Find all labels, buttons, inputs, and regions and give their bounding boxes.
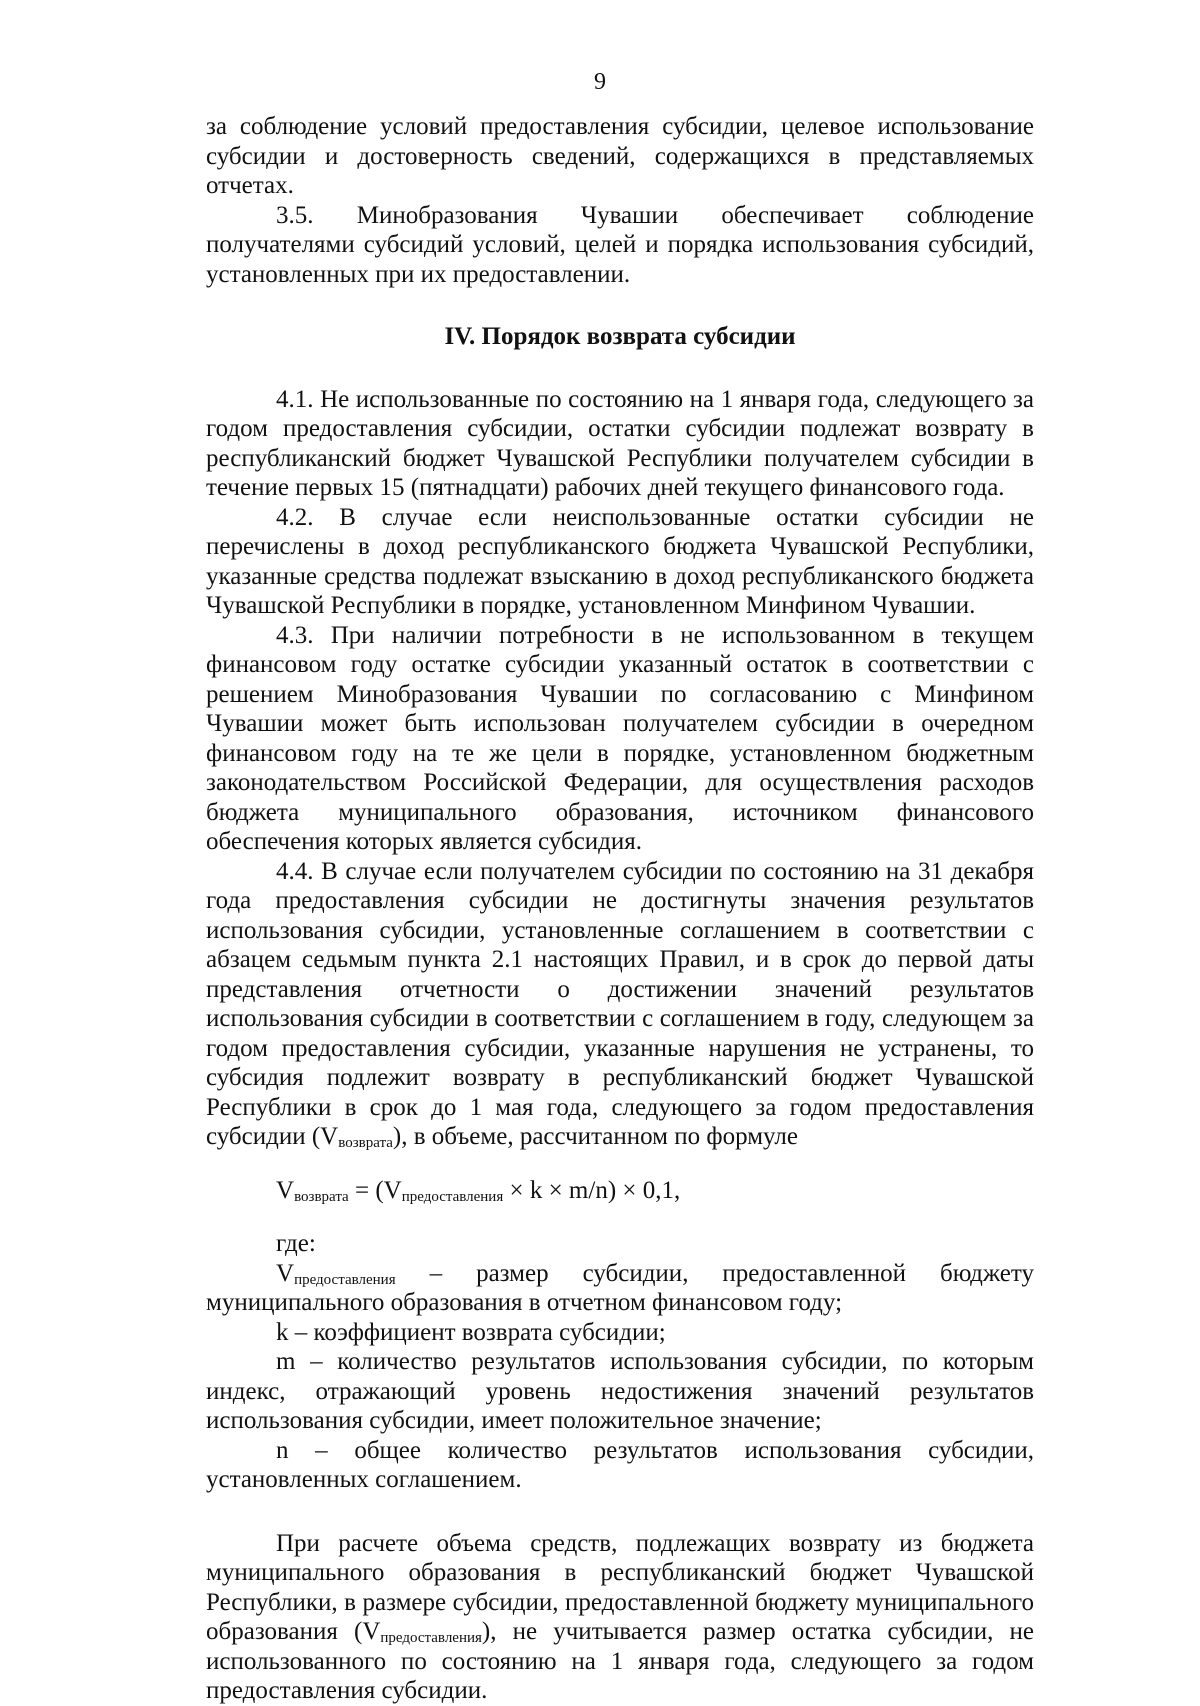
paragraph-3-5: 3.5. Минобразования Чувашии обеспечивает соблюдение получателями субсидий условий, целей и порядка использования субсидий, установленных при их предоставлении. bbox=[206, 201, 1034, 288]
formula-sub-return: возврата bbox=[294, 1188, 349, 1205]
paragraph-4-1: 4.1. Не использованные по состоянию на 1 января года, следующего за годом предоставления субсидии, остатки субсидии подлежат возврату в республиканский бюджет Чувашской Республики получателем субсидии в течение первых 15 (пятнадцати) рабочих дней текущего финансового года. bbox=[206, 385, 1034, 501]
definition-v bbox=[206, 1259, 1034, 1318]
definition-k bbox=[206, 1318, 1034, 1348]
paragraph-4-2: 4.2. В случае если неиспользованные остатки субсидии не перечислены в доход республиканского бюджета Чувашской Республики, указанные средства подлежат взысканию в доход республиканского бюджета Чувашской Республики в порядке, установленном Минфином Чувашии. bbox=[206, 503, 1034, 619]
formula bbox=[206, 1176, 1034, 1206]
definition-m-symbol: m bbox=[276, 1348, 296, 1375]
definition-v-text: – размер субсидии, предоставленной бюджету муниципального образования в отчетном финансовом году; bbox=[206, 1259, 1034, 1316]
definition-k-symbol: k bbox=[276, 1318, 289, 1346]
where-label: где: bbox=[276, 1230, 316, 1257]
formula-eq: = (V bbox=[348, 1176, 402, 1204]
paragraph-continuation: за соблюдение условий предоставления субсидии, целевое использование субсидии и достоверность сведений, содержащихся в представляемых отчетах. bbox=[206, 113, 1034, 199]
final-paragraph-sub: предоставления bbox=[380, 1630, 482, 1646]
formula-sub-provided: предоставления bbox=[401, 1188, 504, 1205]
final-paragraph bbox=[206, 1529, 1034, 1706]
definition-m-text: – количество результатов использования субсидии, по которым индекс, отражающий уровень недостижения значений результатов использования субсидии, имеет положительное значение; bbox=[206, 1348, 1034, 1434]
final-paragraph-tail: ), не учитывается размер остатка субсидии, не использованного по состоянию на 1 января года, следующего за годом предоставления субсидии. bbox=[206, 1618, 1034, 1704]
definition-k-text: – коэффициент возврата субсидии; bbox=[288, 1318, 666, 1346]
page-number: 9 bbox=[594, 69, 606, 95]
paragraph-4-4 bbox=[206, 857, 1034, 1152]
formula-rest: × k × m/n) × 0,1, bbox=[503, 1176, 681, 1204]
final-paragraph-text: При расчете объема средств, подлежащих возврату из бюджета муниципального образования в республиканский бюджет Чувашской Республики, в размере субсидии, предоставленной бюджету муниципального образования (V bbox=[206, 1529, 1034, 1645]
paragraph-4-3: 4.3. При наличии потребности в не использованном в текущем финансовом году остатке субсидии указанный остаток в соответствии с решением Минобразования Чувашии по согласованию с Минфином Чувашии может быть использован получателем субсидии в очередном финансовом году на те же цели в порядке, установленном бюджетным законодательством Российской Федерации, для осуществления расходов бюджета муниципального образования, источником финансового обеспечения которых является субсидия. bbox=[206, 621, 1034, 855]
formula-v: V bbox=[276, 1176, 295, 1204]
definition-n-symbol: n bbox=[276, 1436, 289, 1464]
paragraph-4-4-text: 4.4. В случае если получателем субсидии по состоянию на 31 декабря года предоставления субсидии не достигнуты значения результатов использования субсидии, установленные соглашением в соответствии с абзацем седьмым пункта 2.1 настоящих Правил, и в срок до первой даты представления отчетности о достижении значений результатов использования субсидии в соответствии с соглашением в году, следующем за годом предоставления субсидии, указанные нарушения не устранены, то субсидия подлежит возврату в республиканский бюджет Чувашской Республики в срок до 1 мая года, следующего за годом предоставления субсидии (V bbox=[206, 857, 1034, 1150]
definition-n-text: – общее количество результатов использования субсидии, установленных соглашением. bbox=[206, 1436, 1034, 1493]
paragraph-4-4-tail: ), в объеме, рассчитанном по формуле bbox=[392, 1123, 798, 1150]
subscript-return: возврата bbox=[338, 1135, 393, 1151]
definition-n bbox=[206, 1436, 1034, 1495]
definition-v-symbol: V bbox=[276, 1259, 295, 1287]
section-heading: IV. Порядок возврата субсидии bbox=[444, 323, 796, 350]
document-body bbox=[206, 112, 1034, 1706]
definition-v-sub: предоставления bbox=[294, 1271, 396, 1288]
definition-m bbox=[206, 1347, 1034, 1436]
